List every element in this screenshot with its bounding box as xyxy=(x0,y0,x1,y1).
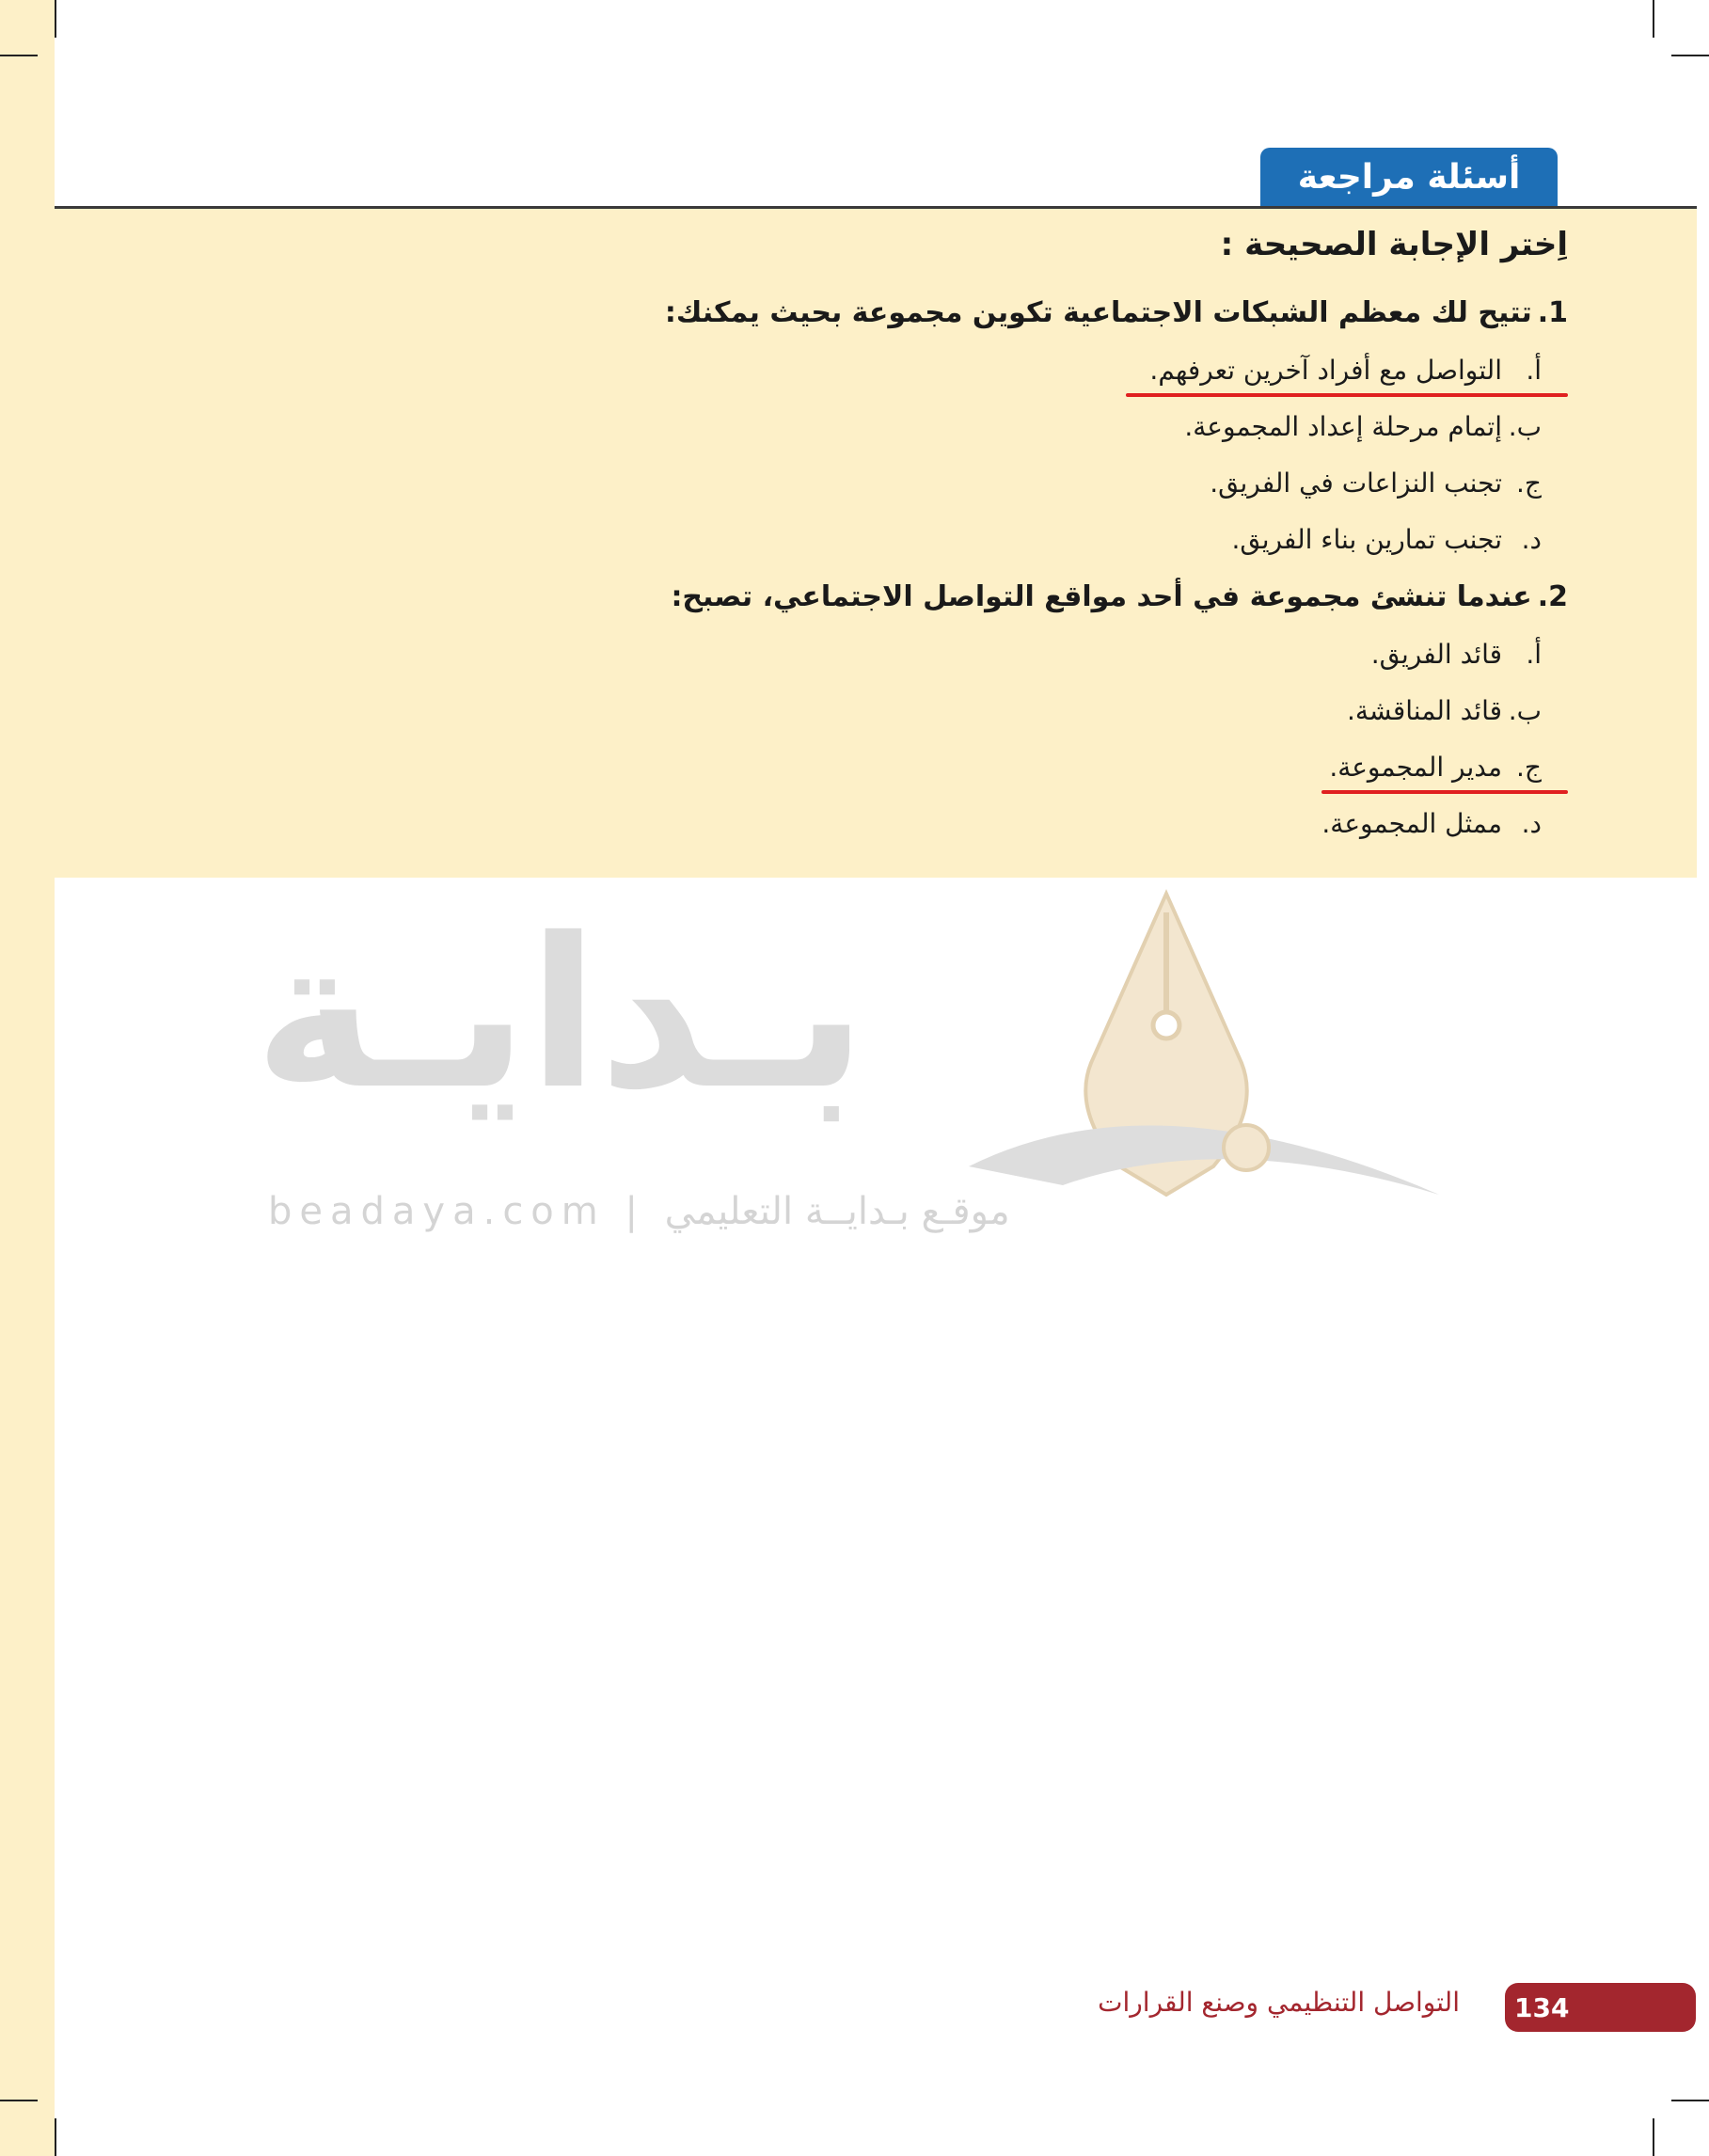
option-q1-b[interactable] xyxy=(392,399,1568,455)
instruction-heading: اِختر الإجابة الصحيحة : xyxy=(1220,226,1568,263)
crop-mark xyxy=(1653,0,1654,38)
option-letter: أ. xyxy=(1526,355,1542,386)
option-letter: د. xyxy=(1521,808,1542,839)
option-letter: د. xyxy=(1521,524,1542,555)
option-q1-a-correct[interactable] xyxy=(392,342,1568,399)
option-text: ممثل المجموعة. xyxy=(1321,808,1502,839)
question-1 xyxy=(392,284,1568,342)
option-text: قائد الفريق. xyxy=(1370,639,1502,670)
option-letter: أ. xyxy=(1526,639,1542,670)
option-q2-c-correct[interactable] xyxy=(392,739,1568,796)
option-letter: ب. xyxy=(1508,411,1542,442)
question-number: 2. xyxy=(1537,580,1568,613)
option-q1-d[interactable] xyxy=(392,512,1568,568)
option-q1-c[interactable] xyxy=(392,455,1568,512)
option-q2-d[interactable] xyxy=(392,796,1568,852)
chapter-title: التواصل التنظيمي وصنع القرارات xyxy=(1098,1987,1460,2018)
page-number-badge xyxy=(1505,1983,1696,2032)
crop-mark xyxy=(1653,2118,1654,2156)
question-number: 1. xyxy=(1537,296,1568,329)
option-letter: ج. xyxy=(1516,468,1542,499)
watermark-caption: beadaya.com | موقـع بـدايــة التعليمي xyxy=(268,1190,1010,1233)
review-questions-tab: أسئلة مراجعة xyxy=(1260,148,1558,206)
crop-mark xyxy=(1671,55,1709,56)
watermark-logo-text: بـدايـة xyxy=(254,894,867,1134)
question-2 xyxy=(392,568,1568,626)
question-text: عندما تنشئ مجموعة في أحد مواقع التواصل الاجتماعي، تصبح: xyxy=(671,580,1532,613)
crop-mark xyxy=(55,0,56,38)
option-text: تجنب النزاعات في الفريق. xyxy=(1210,468,1502,499)
option-q2-b[interactable] xyxy=(392,683,1568,739)
crop-mark xyxy=(1671,2100,1709,2101)
section-divider xyxy=(55,206,1697,209)
crop-mark xyxy=(0,55,38,56)
option-text: تجنب تمارين بناء الفريق. xyxy=(1231,524,1502,555)
crop-mark xyxy=(0,2100,38,2101)
option-text: التواصل مع أفراد آخرين تعرفهم. xyxy=(1149,355,1502,386)
option-text: إتمام مرحلة إعداد المجموعة. xyxy=(1184,411,1502,442)
option-text: قائد المناقشة. xyxy=(1346,695,1502,726)
question-text: تتيح لك معظم الشبكات الاجتماعية تكوين مجموعة بحيث يمكنك: xyxy=(664,296,1532,329)
option-text: مدير المجموعة. xyxy=(1329,752,1502,783)
option-letter: ب. xyxy=(1508,695,1542,726)
review-questions xyxy=(392,226,1568,852)
page-number: 134 xyxy=(1514,1991,1570,2023)
crop-mark xyxy=(55,2118,56,2156)
option-q2-a[interactable] xyxy=(392,626,1568,683)
option-letter: ج. xyxy=(1516,752,1542,783)
left-margin-strip xyxy=(0,0,55,2156)
